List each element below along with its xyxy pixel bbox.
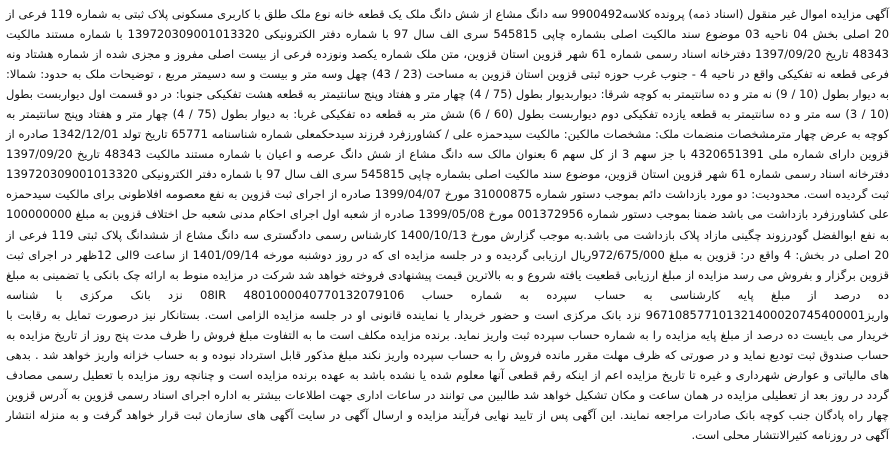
auction-notice-text: آگهی مزایده اموال غیر منقول (اسناد ذمه) پرونده کلاسه9900492 سه دانگ مشاع از شش دانگ ملک یک قطعه خانه نوع ملک طلق با کاربری مسکونی پلاک ثبتی به شماره 119 فرعی از 20 اصلی بخش 04 ناحیه 03 موضوع سند مالکیت اصلی بشماره چاپی 545815 سری الف سال 97 با شماره دفتر الکترونیکی 139720309001013320 با شماره مستند مالکیت 48343 تاریخ 1397/09/20 دفترخانه اسناد رسمی شماره 61 شهر قزوین استان قزوین، متن ملک شماره یکصد ونوزده فرعی از بیست اصلی مفروز و مجزی شده از شماره هشتاد ونه فرعی قطعه نه تفکیکی واقع در ناحیه 4 - جنوب غرب حوزه ثبتی قزوین استان قزوین به مساحت (23 / 43) چهل وسه متر و بیست و سه دسیمتر مربع ، توضیحات ملک به حدود: شمالا: به دیوار بطول (10 / 9) نه متر و ده سانتیمتر به کوچه شرقا: دیواربدیوار بطول (75 / 4) چهار متر و هفتاد وپنج سانتیمتر به قطعه هشت تفکیکی جنوبا: در دو قسمت اول دیواربست بطول (10 / 3) سه متر و ده سانتیمتر به قطعه یازده تفکیکی دوم دیواربست بطول (60 / 6) شش متر به قطعه ده تفکیکی غربا: به دیوار بطول (75 / 4) چهار متر و هفتاد وپنج سانتیمتر به کوچه به عرض چهار مترمشخصات منضمات ملک: مشخصات مالکین: مالکیت سیدحمزه علی / کشاورزفرد فرزند سیدحکمعلی شماره شناسنامه 65771 تاریخ تولد 1342/12/01 صادره از قزوین دارای شماره ملی 4320651391 با جز سهم 3 از کل سهم 6 بعنوان مالک سه دانگ مشاع از شش دانگ عرصه و اعیان با شماره مستند مالکیت 48343 تاریخ 1397/09/20 دفترخانه اسناد رسمی شماره 61 شهر قزوین استان قزوین، موضوع سند مالکیت اصلی بشماره چاپی 545815 سری الف سال 97 با شماره دفتر الکترونیکی 139720309001013320 ثبت گردیده است. محدودیت: دو مورد بازداشت دائم بموجب دستور شماره 31000875 مورخ 1399/04/07 صادره از اجرای ثبت قزوین به نفع معصومه افلاطونی برای مالکیت سیدحمزه علی کشاورزفرد بازداشت می باشد ضمنا بموجب دستور شماره 001372956 مورخ 1399/05/08 صادره از شعبه اول اجرای احکام مدنی شعبه حل اختلاف قزوین به مبلغ 100000000 به نفع ابوالفضل گودرزوند چگینی مازاد پلاک بازداشت می باشد.به موجب گزارش مورخ 1400/10/13 کارشناس رسمی دادگستری سه دانگ مشاع از ششدانگ پلاک ثبتی 119 فرعی از 20 اصلی در بخش: 4 واقع در: قزوین به مبلغ 972/675/000ریال ارزیابی گردیده و در جلسه مزایده ای که در روز دوشنبه مورخه 1401/09/14 از ساعت 9الی 12ظهر در اجرای ثبت قزوین برگزار و بفروش می رسد مزایده از مبلغ ارزیابی قطعیت یافته شروع و به بالاترین قیمت پیشنهادی فروخته خواهد شد شرکت در مزایده منوط به ارائه چک بانکی یا تضمینی به مبلغ ده درصد از مبلغ پایه کارشناسی به حساب سپرده به شماره حساب 4801000040770132079106 08IR نزد بانک مرکزی با شناسه واریز967108577101321400020745400001 نزد بانک مرکزی است و حضور خریدار یا نماینده قانونی او در جلسه مزایده الزامی است. بستانکار نیز درصورت تمایل به رقابت با خریدار می بایست ده درصد از مبلغ پایه مزایده را به شماره حساب سپرده ثبت واریز نماید. برنده مزایده مکلف است ما به التفاوت مبلغ فروش را ظرف مدت پنج روز از تاریخ مزایده به حساب صندوق ثبت تودیع نماید و در صورتی که ظرف مهلت مقرر مانده فروش را به حساب سپرده واریز نکند مبلغ مذکور قابل استرداد نبوده و به حساب خزانه واریز خواهد شد . بدهی های مالیاتی و عوارض شهرداری و غیره تا تاریخ مزایده اعم از اینکه رقم قطعی آنها معلوم شده یا نشده باشد به عهده برنده مزایده است و چنانچه روز مزایده با تعطیل رسمی مصادف گردد در روز بعد از تعطیلی مزایده در همان ساعت و مکان تشکیل خواهد شد طالبین می توانند در ساعات اداری جهت اطلاعات بیشتر به اداره اجرای اسناد رسمی قزوین به آدرس قزوین چهار راه پادگان جنب کوچه بانک صادرات مراجعه نمایند. این آگهی پس از تایید نهایی فرآیند مزایده و ارسال آگهی در سایت آگهی های سازمان ثبت قرار خواهد گرفت و به منزله انتشار آگهی در روزنامه کثیرالانتشار محلی است. — [6, 7, 890, 442]
